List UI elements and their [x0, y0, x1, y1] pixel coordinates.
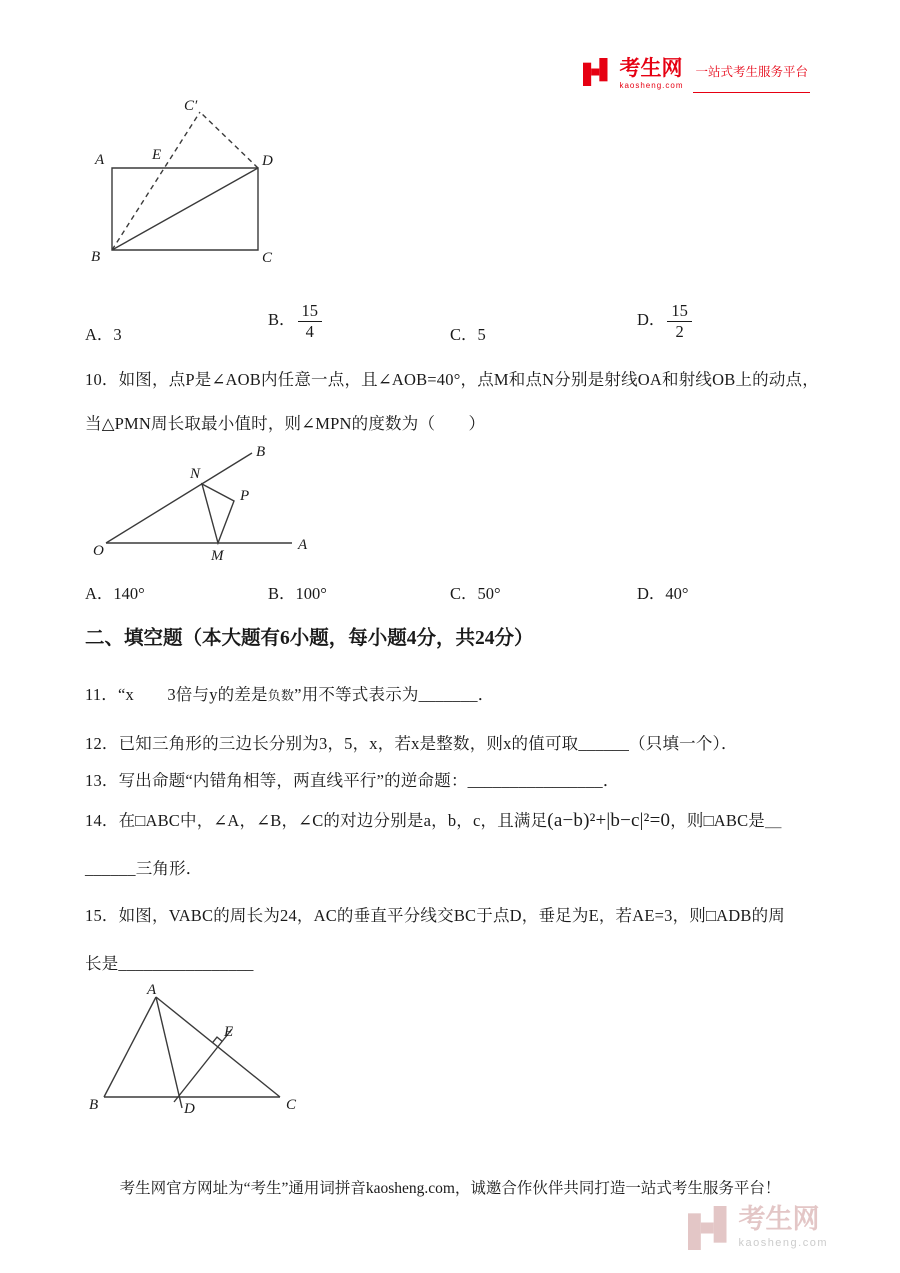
q10-option-a: A．140° — [85, 584, 145, 603]
q14-post: ，则□ABC是＿ — [670, 811, 782, 830]
watermark-logo-icon — [688, 1206, 732, 1250]
fig3-label-a: A — [147, 982, 157, 998]
logo-domain-text: kaosheng.com — [619, 81, 684, 90]
q9-option-c: C．5 — [450, 325, 486, 344]
q13-text: 13．写出命题“内错角相等，两直线平行”的逆命题：________________． — [85, 771, 620, 790]
q9-option-d-label: D． — [637, 310, 666, 330]
q9-option-d — [637, 302, 692, 341]
fig2-label-o: O — [93, 543, 104, 559]
watermark-domain: kaosheng.com — [738, 1237, 828, 1249]
q9-option-b-denominator: 4 — [305, 321, 314, 341]
q9-option-d-fraction — [667, 302, 692, 341]
fig1-label-c: C — [262, 250, 273, 266]
q15-line2: 长是________________ — [85, 954, 254, 973]
q9-option-d-numerator: 15 — [667, 302, 692, 322]
fig1-label-d: D — [262, 153, 273, 169]
logo-tagline: 一站式考生服务平台 — [693, 58, 810, 93]
fig2-label-m: M — [211, 548, 224, 564]
watermark-brand: 考生网 — [738, 1204, 820, 1234]
fig1-label-c-prime: C′ — [184, 98, 198, 114]
q11-text — [85, 684, 494, 706]
fig3-label-b: B — [89, 1097, 99, 1113]
fig3-label-c: C — [286, 1097, 297, 1113]
q14-formula: (a−b)²+|b−c|²=0 — [547, 810, 671, 831]
q14-line1 — [85, 808, 782, 834]
q14-pre: 14．在□ABC中，∠A，∠B，∠C的对边分别是a，b，c，且满足 — [85, 811, 548, 830]
q15-line1: 15．如图，VABC的周长为24，AC的垂直平分线交BC于点D，垂足为E，若AE=3，则□ADB的周 — [85, 906, 785, 925]
q9-option-b-numerator: 15 — [298, 302, 323, 322]
q9-option-d-denominator: 2 — [675, 321, 684, 341]
fig3-label-e: E — [224, 1024, 234, 1040]
fig1-label-e: E — [152, 147, 162, 163]
q14-line2: ______三角形． — [85, 859, 203, 878]
footer-text: 考生网官方网址为“考生”通用词拼音kaosheng.com，诚邀合作伙伴共同打造一站式考生服务平台！ — [119, 1180, 781, 1197]
q9-option-a: A．3 — [85, 325, 122, 344]
fig2-label-a: A — [298, 537, 308, 553]
figure-triangle-abd — [88, 982, 318, 1122]
fig3-label-d: D — [184, 1101, 195, 1117]
kaosheng-watermark — [688, 1206, 828, 1250]
fig1-label-b: B — [91, 249, 101, 265]
logo-brand-text: 考生网 — [619, 57, 683, 80]
q11-pre: 11．“x 3倍与y的差是 — [85, 685, 268, 704]
q9-option-b-label: B． — [268, 310, 296, 330]
q10-option-b: B．100° — [268, 584, 327, 603]
q11-post: ”用不等式表示为_______． — [294, 685, 495, 704]
kaosheng-logo-icon — [583, 58, 611, 86]
watermark-text-block — [738, 1206, 828, 1249]
q10-line1: 10．如图，点P是∠AOB内任意一点，且∠AOB=40°，点M和点N分别是射线OA和射线OB上的动点， — [85, 370, 819, 389]
fig2-label-n: N — [190, 466, 201, 482]
logo-brand-block — [619, 58, 683, 90]
q11-emphasis: 负数 — [267, 688, 295, 703]
q10-option-d: D．40° — [637, 584, 689, 603]
q9-option-b-fraction — [298, 302, 323, 341]
figure-angle-aob — [92, 443, 322, 565]
fig2-label-b: B — [256, 444, 266, 460]
fig1-label-a: A — [95, 152, 105, 168]
q12-text: 12．已知三角形的三边长分别为3，5，x，若x是整数，则x的值可取______（只填一个）． — [85, 734, 738, 753]
q9-option-b — [268, 302, 322, 341]
kaosheng-header-logo — [583, 58, 810, 93]
q10-line2: 当△PMN周长取最小值时，则∠MPN的度数为（ ） — [85, 414, 486, 433]
section2-title: 二、填空题（本大题有6小题，每小题4分，共24分） — [85, 628, 534, 649]
figure-rectangle-fold — [88, 98, 288, 270]
q10-option-c: C．50° — [450, 584, 501, 603]
fig2-label-p: P — [240, 488, 250, 504]
